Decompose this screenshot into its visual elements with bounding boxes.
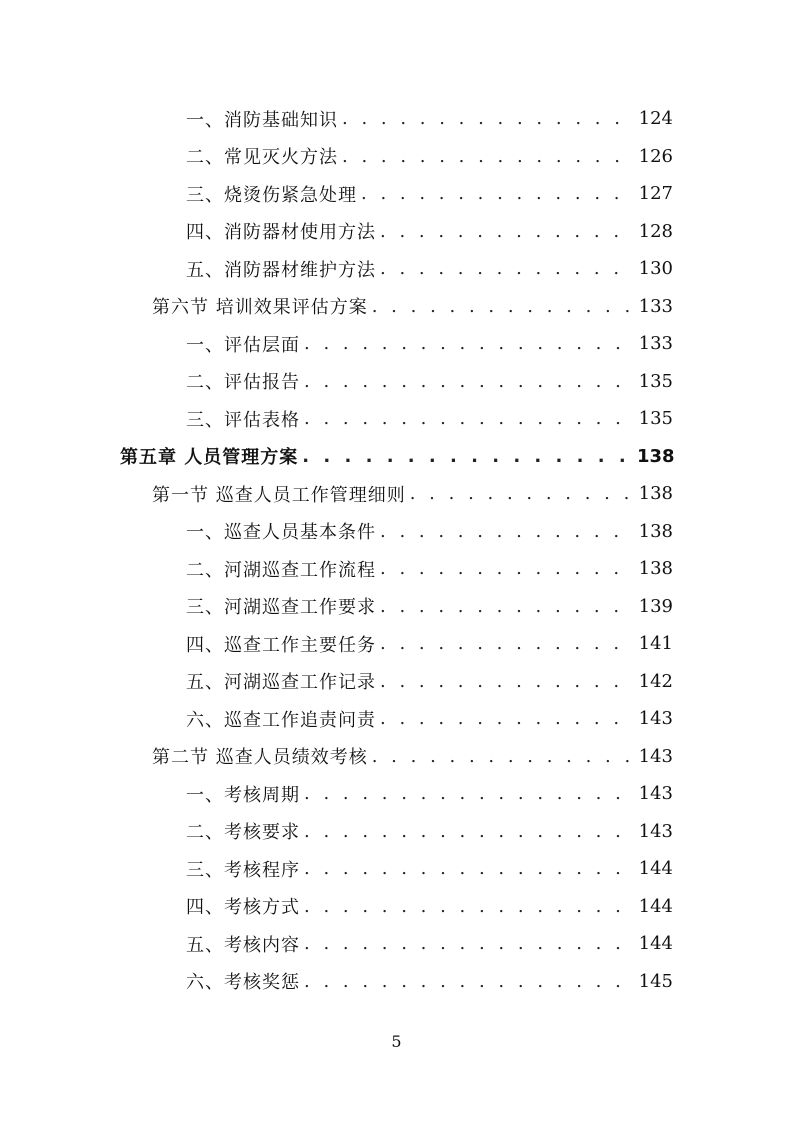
toc-entry[interactable] xyxy=(0,813,793,851)
dot-leader xyxy=(304,371,631,392)
dot-leader xyxy=(342,146,631,167)
toc-entry[interactable] xyxy=(0,363,793,401)
toc-entry-title: 五、消防器材维护方法 xyxy=(186,259,376,281)
toc-entry[interactable] xyxy=(0,663,793,701)
dot-leader xyxy=(361,183,631,204)
toc-entry-title: 三、考核程序 xyxy=(186,859,300,881)
toc-entry-page: 138 xyxy=(638,520,673,542)
toc-entry[interactable] xyxy=(0,625,793,663)
toc-entry[interactable] xyxy=(0,888,793,926)
toc-entry-title: 二、考核要求 xyxy=(186,822,300,844)
toc-section-title: 第六节 培训效果评估方案 xyxy=(152,297,368,319)
toc-section-title: 第二节 巡查人员绩效考核 xyxy=(152,747,368,769)
dot-leader xyxy=(380,708,631,729)
dot-leader xyxy=(304,858,631,879)
toc-entry-page: 145 xyxy=(638,970,673,992)
toc-entry-title: 一、消防基础知识 xyxy=(186,109,338,131)
toc-entry-title: 三、河湖巡查工作要求 xyxy=(186,597,376,619)
toc-entry-page: 126 xyxy=(638,145,673,167)
toc-section[interactable] xyxy=(0,475,793,513)
toc-entry[interactable] xyxy=(0,250,793,288)
dot-leader xyxy=(304,971,631,992)
toc-entry-page: 127 xyxy=(638,183,673,205)
toc-entry[interactable] xyxy=(0,175,793,213)
toc-entry-page: 138 xyxy=(638,558,673,580)
toc-entry-title: 三、评估表格 xyxy=(186,409,300,431)
toc-entry-title: 二、常见灭火方法 xyxy=(186,147,338,169)
dot-leader xyxy=(380,596,631,617)
toc-entry-page: 141 xyxy=(638,633,673,655)
toc-entry[interactable] xyxy=(0,400,793,438)
toc-entry[interactable] xyxy=(0,138,793,176)
toc-entry-page: 143 xyxy=(638,708,673,730)
dot-leader xyxy=(380,633,631,654)
dot-leader xyxy=(304,408,631,429)
dot-leader xyxy=(380,521,631,542)
dot-leader xyxy=(304,896,631,917)
toc-entry-title: 四、巡查工作主要任务 xyxy=(186,634,376,656)
dot-leader xyxy=(304,821,631,842)
toc-entry[interactable] xyxy=(0,513,793,551)
toc-entry-title: 五、考核内容 xyxy=(186,934,300,956)
toc-section-page: 138 xyxy=(638,483,673,505)
toc-entry-page: 139 xyxy=(638,595,673,617)
toc-chapter-page: 138 xyxy=(637,445,675,467)
toc-section-title: 第一节 巡查人员工作管理细则 xyxy=(152,484,406,506)
dot-leader xyxy=(304,783,631,804)
toc-section-page: 133 xyxy=(638,295,673,317)
table-of-contents xyxy=(0,100,793,1000)
dot-leader xyxy=(380,671,631,692)
dot-leader xyxy=(380,258,631,279)
toc-entry-title: 一、巡查人员基本条件 xyxy=(186,522,376,544)
toc-entry-page: 142 xyxy=(638,670,673,692)
toc-entry-title: 一、评估层面 xyxy=(186,334,300,356)
dot-leader xyxy=(342,108,631,129)
toc-entry[interactable] xyxy=(0,775,793,813)
toc-entry-page: 144 xyxy=(638,858,673,880)
toc-entry[interactable] xyxy=(0,700,793,738)
toc-entry-title: 四、消防器材使用方法 xyxy=(186,222,376,244)
dot-leader xyxy=(380,221,631,242)
toc-entry[interactable] xyxy=(0,550,793,588)
toc-entry[interactable] xyxy=(0,963,793,1001)
toc-entry-title: 五、河湖巡查工作记录 xyxy=(186,672,376,694)
toc-entry-title: 二、河湖巡查工作流程 xyxy=(186,559,376,581)
toc-entry-page: 135 xyxy=(638,370,673,392)
toc-entry-title: 四、考核方式 xyxy=(186,897,300,919)
toc-chapter[interactable] xyxy=(0,438,793,476)
toc-entry-page: 128 xyxy=(638,220,673,242)
toc-entry-title: 一、考核周期 xyxy=(186,784,300,806)
dot-leader xyxy=(302,446,631,467)
toc-entry-page: 133 xyxy=(638,333,673,355)
dot-leader xyxy=(304,933,631,954)
toc-entry-title: 二、评估报告 xyxy=(186,372,300,394)
toc-entry[interactable] xyxy=(0,325,793,363)
page-number: 5 xyxy=(391,1032,402,1051)
toc-section-page: 143 xyxy=(638,745,673,767)
toc-entry-page: 143 xyxy=(638,820,673,842)
toc-entry[interactable] xyxy=(0,100,793,138)
toc-entry-title: 三、烧烫伤紧急处理 xyxy=(186,184,357,206)
toc-entry[interactable] xyxy=(0,850,793,888)
toc-entry-page: 130 xyxy=(638,258,673,280)
toc-chapter-title: 第五章 人员管理方案 xyxy=(120,447,299,469)
toc-entry-page: 124 xyxy=(638,108,673,130)
toc-entry[interactable] xyxy=(0,925,793,963)
toc-section[interactable] xyxy=(0,738,793,776)
toc-entry[interactable] xyxy=(0,213,793,251)
toc-entry-page: 144 xyxy=(638,895,673,917)
toc-entry[interactable] xyxy=(0,588,793,626)
toc-entry-page: 143 xyxy=(638,783,673,805)
toc-entry-page: 135 xyxy=(638,408,673,430)
toc-entry-title: 六、巡查工作追责问责 xyxy=(186,709,376,731)
dot-leader xyxy=(372,746,631,767)
toc-entry-title: 六、考核奖惩 xyxy=(186,972,300,994)
dot-leader xyxy=(410,483,631,504)
dot-leader xyxy=(380,558,631,579)
dot-leader xyxy=(304,333,631,354)
dot-leader xyxy=(372,296,631,317)
toc-entry-page: 144 xyxy=(638,933,673,955)
toc-section[interactable] xyxy=(0,288,793,326)
